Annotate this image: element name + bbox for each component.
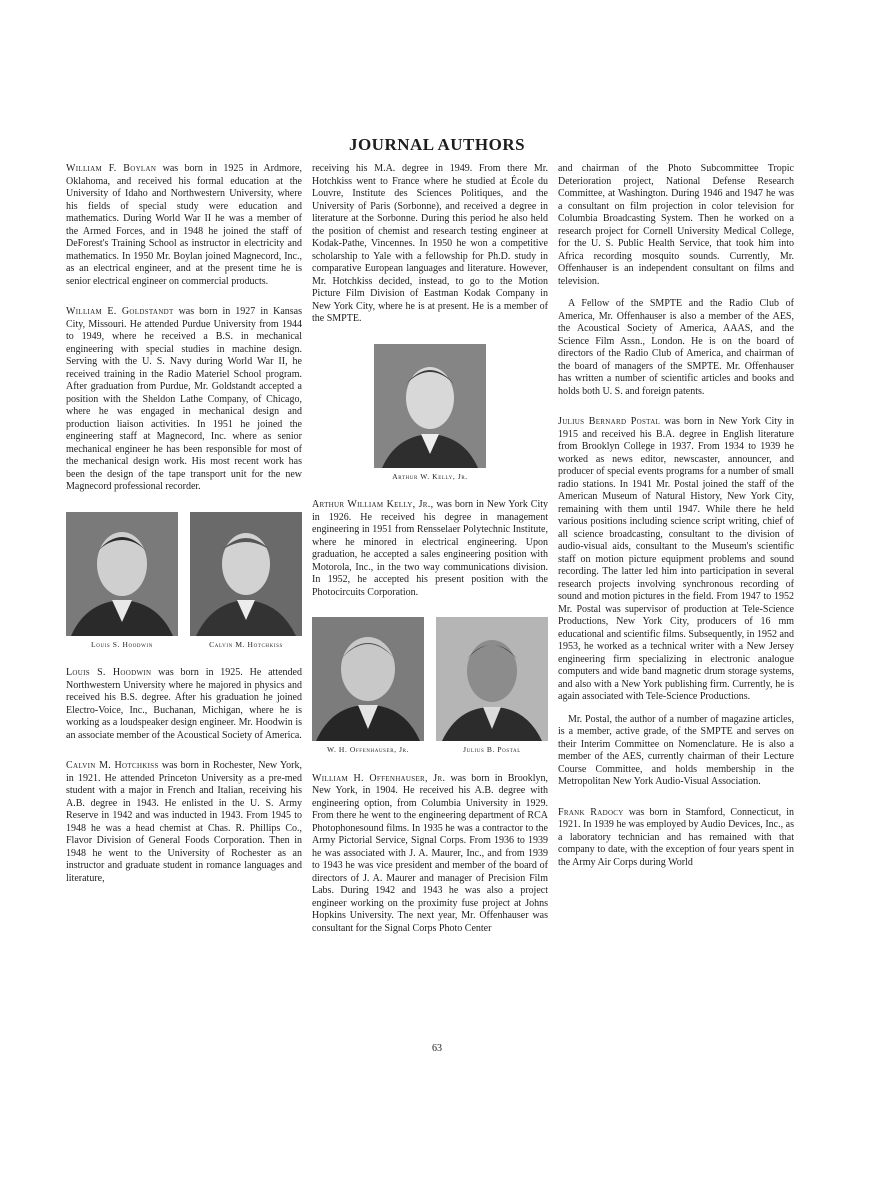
author-name: Julius Bernard Postal	[558, 416, 661, 427]
photo-caption: Julius B. Postal	[463, 745, 521, 754]
author-name: William E. Goldstandt	[66, 306, 174, 317]
author-name: William H. Offenhauser, Jr.	[312, 772, 446, 784]
photo-kelly	[374, 344, 486, 484]
photo-caption: Louis S. Hoodwin	[91, 639, 153, 649]
photo-caption: Calvin M. Hotchkiss	[209, 639, 283, 649]
bio-offenhauser-para2	[558, 298, 794, 398]
bio-text: was born in Brooklyn, New York, in 1904. He received his A.B. degree with engineering option, from Columbia University in 1929. From there he went to the engineering department of RCA Photophonesound films. In 1935 he was a contractor to the Army Pictorial Service, Signal Corps. From 1936 to 1939 he was associated with J. A. Maurer, Inc., and from 1939 to 1943 he was vice president and member of the board of directors of J. A. Maurer and manager of Precision Film Labs. During 1942 and 1943 he was also a project engineer working on the proximity fuse project at Johns Hopkins University. The next year, Mr. Offenhauser was consultant for the Signal Corps Photo Center	[312, 772, 549, 934]
bio-text: was born in Stamford, Connecticut, in 1921. In 1939 he was employed by Audio Devices, Inc., as a laboratory technician and has remained with that company to date, with the exception of four years spent in the Army Air Corps during World	[558, 806, 795, 868]
photo-offenhauser	[312, 617, 424, 757]
bio-postal	[558, 416, 794, 704]
bio-text: Mr. Postal, the author of a number of magazine articles, is a member, active grade, of the SMPTE and serves on their Interim Committee on Nomenclature. He is also a member of the AES, currently chairman of their Lecture Course Committee, and holds membership in the Metropolitan New York Audio-Visual Association.	[558, 713, 794, 787]
bio-text: was born in 1927 in Kansas City, Missouri. He attended Purdue University from 1944 to 1949, where he received a B.S. in mechanical engineering with special studies in machine design. Serving with the U. S. Navy during World War II, he received training in the Radio Materiel School program. After graduation from Purdue, Mr. Goldstandt accepted a position with the Sheldon Lathe Company, of Chicago, where he was engaged in mechanical design and production liaison activities. In 1951 he joined the engineering staff at Magnecord, Inc. where as senior mechanical engineer he has been responsible for most of the mechanical design work. His most recent work has been the design of the tape transport unit for the new Magnecord professional recorder.	[66, 306, 303, 492]
author-name: Frank Radocy	[558, 806, 624, 818]
column-left	[66, 163, 302, 903]
bio-text: receiving his M.A. degree in 1949. From there Mr. Hotchkiss went to France where he studied at École du Louvre, Institute des Sciences Politiques, and the University of Paris (Sorbonne), and received a degree in literature at the Sorbonne. During this period he also held the position of chemist and research testing engineer at Kodak-Pathe, Vincennes. In 1950 he won a competitive scholarship to Yale with a fellowship for Ph.D. study in comparative European languages and literature. However, Mr. Hotchkiss decided, instead, to go to the Motion Picture Film Division of Eastman Kodak Company in New York City, where he is at present. He is a member of the SMPTE.	[312, 163, 548, 324]
author-name: Calvin M. Hotchkiss	[66, 760, 159, 771]
author-name: William F. Boylan	[66, 163, 157, 174]
column-middle	[312, 163, 548, 953]
column-right	[558, 163, 794, 887]
bio-hotchkiss	[66, 760, 302, 885]
bio-text: was born in New York City in 1915 and received his B.A. degree in English literature from Brooklyn College in 1937. From 1934 to 1939 he worked as news editor, newscaster, announcer, and producer of special events programs for a number of small radio stations. In 1941 Mr. Postal joined the staff of the American Museum of Natural History, New York City, remaining with them until 1947. While there he held various positions including science script writing, chief of all science broadcasting, consultant to the division of audio-visual aids, consultant to the Museum's scientific staff on motion picture equipment problems and sound recording. The latter led him into participation in several research projects involving synchronous recording of sound and motion pictures in the field. From 1947 to 1952 Mr. Postal was supervisor of production at Tele-Science Productions, New York City, producers of 16 mm educational and scientific films. Subsequently, in 1952 and 1953, he worked as a technical writer with a New Jersey engineering firm specializing in electronic analogue computers and wide band magnetic drum storage systems, and also with a New York publishing firm. Currently, he is again associated with Tele-Science Productions.	[558, 416, 795, 702]
photo-caption: W. H. Offenhauser, Jr.	[326, 745, 410, 754]
photo-row	[312, 617, 548, 757]
page-number: 63	[432, 1043, 442, 1054]
photo-hotchkiss	[190, 512, 302, 652]
photo-hoodwin	[66, 512, 178, 652]
bio-text: was born in New York City in 1926. He received his degree in management engineering in 1951 from Rensselaer Polytechnic Institute, where he minored in electrical engineering. Upon graduation, he accepted a sales engineering position with Motorola, Inc., in the two way communications division. In 1952, he accepted his present position with the Photocircuits Corporation.	[312, 499, 548, 598]
bio-offenhauser-continued	[558, 163, 794, 288]
author-name: Arthur William Kelly, Jr.,	[312, 499, 434, 510]
portrait-photo	[190, 512, 302, 636]
bio-offenhauser	[312, 773, 548, 936]
photo-row	[66, 512, 302, 652]
bio-hotchkiss-continued	[312, 163, 548, 326]
bio-text: A Fellow of the SMPTE and the Radio Club of America, Mr. Offenhauser is also a member of the AES, the Acoustical Society of America, AAAS, and the Science Film Assn., London. He is on the board of directors of the Radio Club of America, and chairman of the board of managers of the SMPTE. Mr. Offenhauser has written a number of scientific articles and books and holds both U. S. and foreign patents.	[558, 298, 794, 397]
bio-text: and chairman of the Photo Subcommittee Tropic Deterioration project, National Defense Research Committee, at Washington. During 1946 and 1947 he was a consultant on film projection in color television for Columbia Broadcasting System. Then he worked on a research project for Cornell University Medical College, for the U. S. Public Health Service, that took him into Africa recording mosquito sounds. Currently, Mr. Offenhauser is an independent consultant on films and television.	[558, 163, 794, 287]
bio-text: was born in 1925 in Ardmore, Oklahoma, and received his formal education at the University of Idaho and Northwestern University, where his fields of special study were education and mathematics. During World War II he was a member of the Armed Forces, and in 1948 he joined the staff of DeForest's Training School as instructor in electricity and mathematics. In 1950 Mr. Boylan joined Magnecord, Inc., as an electrical engineer, and at the present time he is senior electrical engineer on commercial products.	[66, 163, 302, 287]
bio-text: was born in 1925. He attended Northwestern University where he majored in physics and received his B.S. degree. After his graduation he joined Electro-Voice, Inc., Buchanan, Michigan, where he is working as a loudspeaker design engineer. Mr. Hoodwin is an associate member of the Acoustical Society of America.	[66, 667, 302, 741]
photo-postal	[436, 617, 548, 757]
photo-caption: Arthur W. Kelly, Jr.	[392, 471, 468, 481]
page-title: JOURNAL AUTHORS	[348, 135, 526, 154]
portrait-photo	[66, 512, 178, 636]
bio-hoodwin	[66, 667, 302, 742]
portrait-photo	[436, 617, 548, 741]
bio-text: was born in Rochester, New York, in 1921. He attended Princeton University as a pre-med student with a major in French and Italian, receiving his A.B. degree in 1943. He enlisted in the U. S. Army Reserve in 1942 and was inducted in 1943. From 1945 to 1948 he was a head chemist at Chas. R. Phillips Co., Flavor Division of General Foods Corporation. Then in 1948 he went to the University of Rochester as an instructor and graduate student in romance languages and literature,	[66, 760, 303, 884]
author-name: Louis S. Hoodwin	[66, 667, 152, 678]
bio-postal-para2	[558, 714, 794, 789]
bio-goldstandt	[66, 306, 302, 494]
photo-row	[312, 344, 548, 484]
portrait-photo	[312, 617, 424, 741]
bio-boylan	[66, 163, 302, 288]
portrait-photo	[374, 344, 486, 468]
bio-kelly	[312, 499, 548, 599]
bio-radocy	[558, 807, 794, 870]
